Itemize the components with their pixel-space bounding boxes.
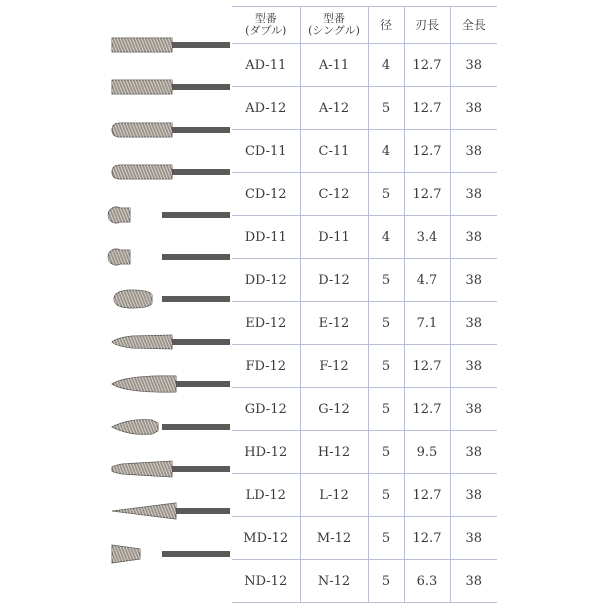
diameter-cell: 5 [368,345,404,388]
burr-cylinder-flat-icon [100,65,230,109]
model-single: N-12 [300,560,368,603]
blade-length-cell: 12.7 [404,517,450,560]
total-length-cell: 38 [450,173,497,216]
total-length-cell: 38 [450,87,497,130]
diameter-cell: 5 [368,474,404,517]
model-double: DD-12 [232,259,300,302]
blade-length-cell: 12.7 [404,87,450,130]
blade-length-cell: 12.7 [404,44,450,87]
model-single: G-12 [300,388,368,431]
header-double-model: 型番 (ダブル) [232,7,300,44]
total-length-cell: 38 [450,517,497,560]
header-blade-length: 刃長 [404,7,450,44]
blade-length-cell: 12.7 [404,388,450,431]
model-double: ND-12 [232,560,300,603]
burr-spec-table [232,6,497,603]
model-double: DD-11 [232,216,300,259]
burr-cylinder-ball-icon [100,108,230,152]
diameter-cell: 5 [368,87,404,130]
total-length-cell: 38 [450,302,497,345]
model-single: H-12 [300,431,368,474]
table-row [232,517,497,560]
blade-length-cell: 12.7 [404,474,450,517]
diameter-cell: 5 [368,388,404,431]
model-single: A-11 [300,44,368,87]
model-double: CD-12 [232,173,300,216]
total-length-cell: 38 [450,44,497,87]
model-double: LD-12 [232,474,300,517]
diameter-cell: 4 [368,130,404,173]
burr-inverted-cone-icon [100,532,230,576]
table-row [232,259,497,302]
total-length-cell: 38 [450,130,497,173]
burr-cylinder-ball-icon [100,150,230,194]
burr-cone-point-icon [100,489,230,533]
burr-oval-icon [100,277,230,321]
blade-length-cell: 12.7 [404,345,450,388]
model-single: A-12 [300,87,368,130]
blade-length-cell: 7.1 [404,302,450,345]
burr-cylinder-flat-icon [100,23,230,67]
model-single: F-12 [300,345,368,388]
total-length-cell: 38 [450,345,497,388]
model-double: AD-12 [232,87,300,130]
total-length-cell: 38 [450,474,497,517]
model-double: MD-12 [232,517,300,560]
diameter-cell: 5 [368,259,404,302]
table-row [232,431,497,474]
header-row [232,7,497,44]
header-total-length: 全長 [450,7,497,44]
table-row [232,87,497,130]
diameter-cell: 5 [368,517,404,560]
diameter-cell: 5 [368,302,404,345]
diameter-cell: 5 [368,560,404,603]
model-single: E-12 [300,302,368,345]
blade-length-cell: 6.3 [404,560,450,603]
header-diameter: 径 [368,7,404,44]
model-double: HD-12 [232,431,300,474]
model-double: ED-12 [232,302,300,345]
table-row [232,173,497,216]
blade-length-cell: 4.7 [404,259,450,302]
total-length-cell: 38 [450,560,497,603]
blade-length-cell: 12.7 [404,173,450,216]
blade-length-cell: 9.5 [404,431,450,474]
header-single-model: 型番 (シングル) [300,7,368,44]
table-row [232,302,497,345]
table-row [232,44,497,87]
model-single: D-12 [300,259,368,302]
burr-ball-icon [100,235,230,279]
burr-image-column [100,0,230,600]
diameter-cell: 4 [368,216,404,259]
table-row [232,560,497,603]
model-single: C-12 [300,173,368,216]
diameter-cell: 5 [368,173,404,216]
blade-length-cell: 3.4 [404,216,450,259]
model-single: M-12 [300,517,368,560]
table-row [232,130,497,173]
model-single: C-11 [300,130,368,173]
table-row [232,216,497,259]
table-row [232,474,497,517]
model-single: D-11 [300,216,368,259]
table-row [232,388,497,431]
burr-ball-icon [100,193,230,237]
total-length-cell: 38 [450,216,497,259]
diameter-cell: 4 [368,44,404,87]
model-double: GD-12 [232,388,300,431]
total-length-cell: 38 [450,388,497,431]
total-length-cell: 38 [450,431,497,474]
burr-arch-point-icon [100,362,230,406]
burr-flame-icon [100,405,230,449]
burr-arch-round-icon [100,320,230,364]
total-length-cell: 38 [450,259,497,302]
model-single: L-12 [300,474,368,517]
burr-cone-ball-icon [100,447,230,491]
diameter-cell: 5 [368,431,404,474]
table-row [232,345,497,388]
model-double: AD-11 [232,44,300,87]
blade-length-cell: 12.7 [404,130,450,173]
model-double: CD-11 [232,130,300,173]
model-double: FD-12 [232,345,300,388]
